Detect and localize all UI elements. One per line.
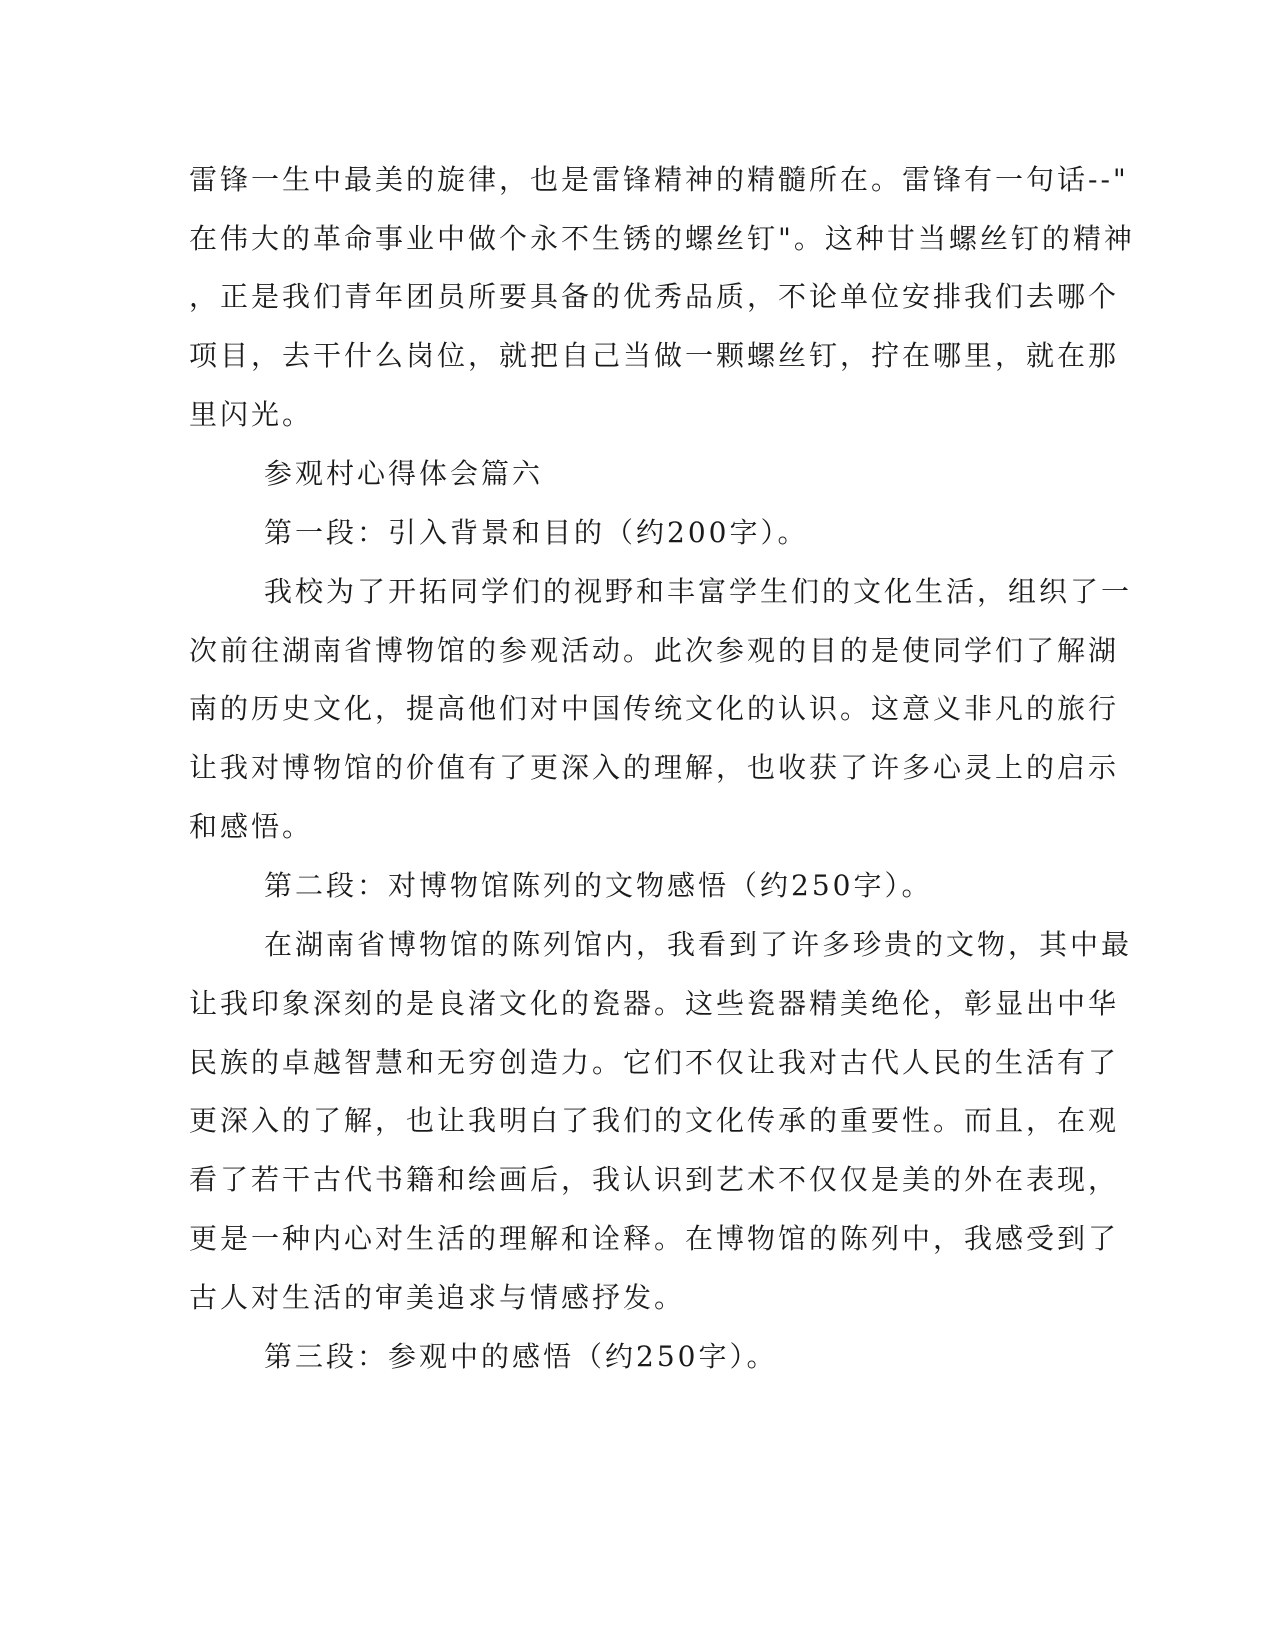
paragraph-heading: 第一段：引入背景和目的（约200字）。 (264, 516, 809, 549)
section-title: 参观村心得体会篇六 (264, 457, 544, 490)
text-line: 看了若干古代书籍和绘画后，我认识到艺术不仅仅是美的外在表现， (189, 1163, 1120, 1196)
text-line: 和感悟。 (189, 810, 314, 843)
text-line: 古人对生活的审美追求与情感抒发。 (189, 1281, 686, 1314)
text-line: 更是一种内心对生活的理解和诠释。在博物馆的陈列中，我感受到了 (189, 1222, 1120, 1255)
paragraph-heading: 第二段：对博物馆陈列的文物感悟（约250字）。 (264, 869, 933, 902)
text-line: 雷锋一生中最美的旋律，也是雷锋精神的精髓所在。雷锋有一句话--" (189, 163, 1129, 196)
text-line: 在伟大的革命事业中做个永不生锈的螺丝钉"。这种甘当螺丝钉的精神 (189, 222, 1135, 255)
text-line: 我校为了开拓同学们的视野和丰富学生们的文化生活，组织了一 (264, 575, 1133, 608)
text-line: 在湖南省博物馆的陈列馆内，我看到了许多珍贵的文物，其中最 (264, 928, 1133, 961)
text-line: 让我印象深刻的是良渚文化的瓷器。这些瓷器精美绝伦，彰显出中华 (189, 987, 1120, 1020)
text-line: 南的历史文化，提高他们对中国传统文化的认识。这意义非凡的旅行 (189, 692, 1120, 725)
text-line: ，正是我们青年团员所要具备的优秀品质，不论单位安排我们去哪个 (189, 280, 1120, 313)
text-line: 更深入的了解，也让我明白了我们的文化传承的重要性。而且，在观 (189, 1104, 1120, 1137)
text-line: 次前往湖南省博物馆的参观活动。此次参观的目的是使同学们了解湖 (189, 634, 1120, 667)
text-line: 民族的卓越智慧和无穷创造力。它们不仅让我对古代人民的生活有了 (189, 1046, 1120, 1079)
text-line: 里闪光。 (189, 398, 314, 431)
paragraph-heading: 第三段：参观中的感悟（约250字）。 (264, 1340, 778, 1373)
text-line: 让我对博物馆的价值有了更深入的理解，也收获了许多心灵上的启示 (189, 751, 1120, 784)
text-line: 项目，去干什么岗位，就把自己当做一颗螺丝钉，拧在哪里，就在那 (189, 339, 1120, 372)
